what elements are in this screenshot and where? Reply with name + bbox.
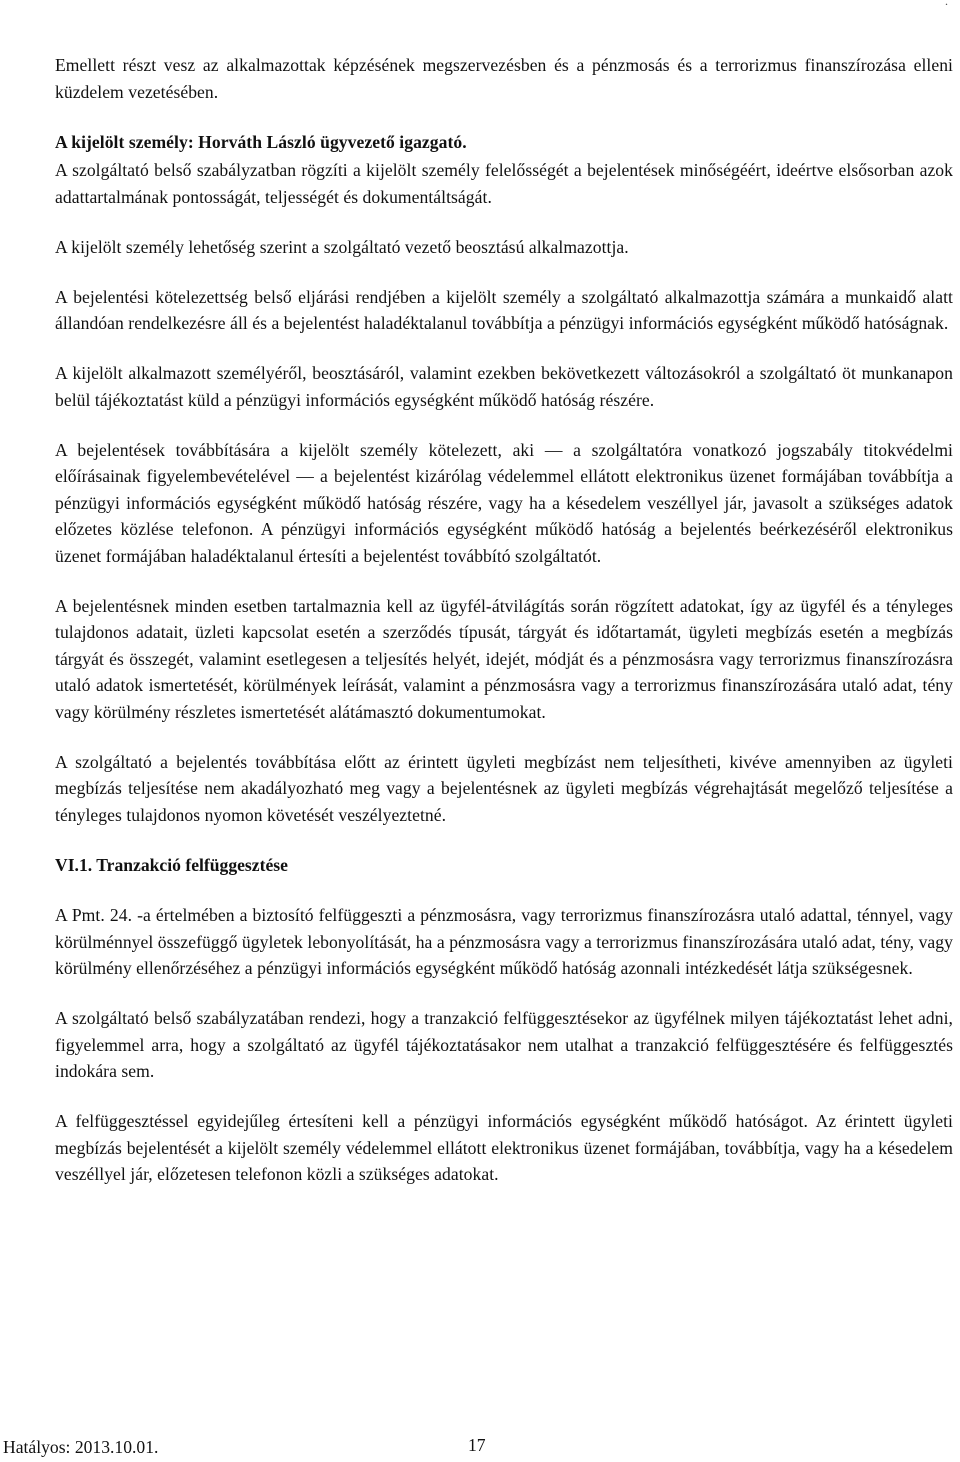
paragraph-availability: A bejelentési kötelezettség belső eljárási rendjében a kijelölt személy a szolgáltató alkalmazottja számára a munkaidő alatt állandóan rendelkezésre áll és a bejelentést haladéktalanul továbbítja a pénzügyi információs egységként működő hatóságnak. — [55, 286, 953, 333]
corner-mark: . — [945, 0, 948, 8]
document-page — [55, 52, 953, 1211]
paragraph-designated-person: A kijelölt személy: Horváth László ügyvezető igazgató. — [55, 131, 467, 152]
paragraph-suspension: A Pmt. 24. -a értelmében a biztosító felfüggeszti a pénzmosásra, vagy terrorizmus finanszírozásra utaló adattal, ténnyel, vagy körülménnyel összefüggő ügyletek lebonyolítását, ha a pénzmosásra vagy a terrorizmus finanszírozására utaló adat, tény, vagy körülmény ellenőrzéséhez a pénzügyi információs egységként működő hatóság azonnali intézkedését látja szükségesnek. — [55, 905, 953, 978]
paragraph-client-information: A szolgáltató belső szabályzatában rendezi, hogy a tranzakció felfüggesztésekor az ügyfélnek milyen tájékoztatást lehet adni, figyelemmel arra, hogy a szolgáltató az ügyfél tájékoztatásakor nem utalhat a tranzakció felfüggesztésére és felfüggesztés indokára sem. — [55, 1008, 953, 1081]
paragraph-authority-notification: A felfüggesztéssel egyidejűleg értesíteni kell a pénzügyi információs egységként működő hatóságot. Az érintett ügyleti megbízás bejelentését a kijelölt személy védelemmel ellátott elektronikus üzenet formájában, továbbítja, vagy ha a késedelem veszéllyel jár, előzetesen telefonon közli a szükséges adatokat. — [55, 1111, 953, 1184]
page-number: 17 — [468, 1435, 486, 1455]
paragraph-report-contents: A bejelentésnek minden esetben tartalmaznia kell az ügyfél-átvilágítás során rögzített adatokat, így az ügyfél és a tényleges tulajdonos adatait, üzleti kapcsolat esetén a szerződés típusát, tárgyát és időtartamát, ügyleti megbízás esetén a megbízás tárgyát és összegét, valamint esetlegesen a teljesítés helyét, idejét, módját és a pénzmosásra vagy terrorizmus finanszírozásra utaló adatok ismertetését, körülmények leírását, valamint a pénzmosásra vagy a terrorizmus finanszírozására utaló adat, tény vagy körülmény részletes ismertetését alátámasztó dokumentumokat. — [55, 595, 953, 722]
paragraph-senior-employee: A kijelölt személy lehetőség szerint a szolgáltató vezető beosztású alkalmazottja. — [55, 236, 629, 257]
paragraph-transmission: A bejelentések továbbítására a kijelölt személy kötelezett, aki — a szolgáltatóra vonatkozó jogszabály titokvédelmi előírásainak figyelembevételével — a bejelentést kizárólag védelemmel ellátott elektronikus üzenet formájában továbbítja a pénzügyi információs egységként működő hatóság részére, vagy ha a késedelem veszéllyel jár, javasolt a szükséges adatok előzetes közlése telefonon. A pénzügyi információs egységként működő hatóság a bejelentés beérkezéséről elektronikus üzenet formájában haladéktalanul értesíti a bejelentést továbbító szolgáltatót. — [55, 439, 953, 566]
paragraph-before-transmission: A szolgáltató a bejelentés továbbítása előtt az érintett ügyleti megbízást nem teljesítheti, kivéve amennyiben az ügyleti megbízás teljesítése nem akadályozható meg vagy a bejelentésnek az ügyleti megbízás végrehajtását megelőző teljesítése a tényleges tulajdonos nyomon követését veszélyeztetné. — [55, 751, 953, 825]
paragraph-responsibility: A szolgáltató belső szabályzatban rögzíti a kijelölt személy felelősségét a bejelentések minőségéért, ideértve elsősorban azok adattartalmának pontosságát, teljességét és dokumentáltságát. — [55, 160, 953, 207]
footer-effective-date: Hatályos: 2013.10.01. — [3, 1437, 159, 1457]
paragraph-training: Emellett részt vesz az alkalmazottak képzésének megszervezésben és a pénzmosás és a terrorizmus finanszírozása elleni küzdelem vezetésében. — [55, 55, 953, 102]
section-heading: VI.1. Tranzakció felfüggesztése — [55, 854, 288, 875]
paragraph-notification-changes: A kijelölt alkalmazott személyéről, beosztásáról, valamint ezekben bekövetkezett változásokról a szolgáltató öt munkanapon belül tájékoztatást küld a pénzügyi információs egységként működő hatóság részére. — [55, 363, 953, 410]
